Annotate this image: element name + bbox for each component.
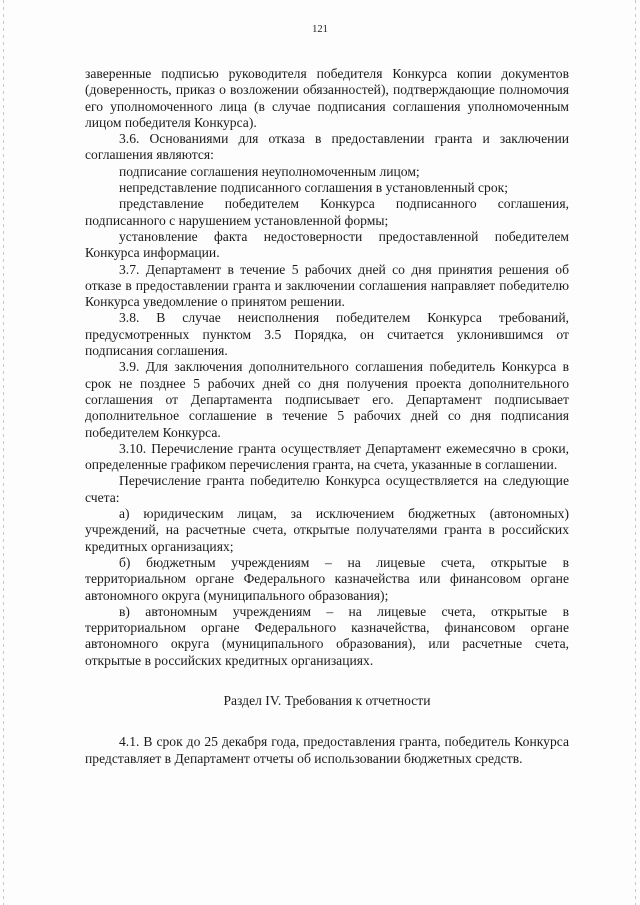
section-heading: Раздел IV. Требования к отчетности [223, 692, 431, 708]
paragraph-continuation: заверенные подписью руководителя победителя Конкурса копии документов (доверенность, приказ о возложении обязанностей), подтверждающие полномочия его уполномоченного лица (в случае подписания соглашения уполномоченным лицом победителя Конкурса). [85, 66, 569, 130]
list-item-accounts-c: в) автономным учреждениям – на лицевые счета, открытые в территориальном органе Федерального казначейства, финансовом органе автономного округа (муниципального образования), или расчетные счета, открытые в российских кредитных организациях. [85, 603, 569, 668]
list-item-ground-1: подписание соглашения неуполномоченным лицом; [119, 163, 420, 179]
paragraph-3-7: 3.7. Департамент в течение 5 рабочих дней со дня принятия решения об отказе в предоставлении гранта и заключении соглашения направляет победителю Конкурса уведомление о принятом решении. [85, 261, 569, 310]
scan-edge-left [3, 0, 4, 905]
list-item-accounts-a: а) юридическим лицам, за исключением бюджетных (автономных) учреждений, на расчетные счета, открытые получателями гранта в российских кредитных организациях; [85, 506, 569, 554]
list-item-ground-4: установление факта недостоверности предоставленной победителем Конкурса информации. [85, 228, 569, 261]
paragraph-3-8: 3.8. В случае неисполнения победителем Конкурса требований, предусмотренных пунктом 3.5 Порядка, он считается уклонившимся от подписания соглашения. [85, 310, 569, 359]
document-body [85, 66, 569, 767]
scan-edge-right [635, 0, 636, 905]
paragraph-3-6: 3.6. Основаниями для отказа в предоставлении гранта и заключении соглашения являются: [85, 131, 569, 163]
paragraph-3-10: 3.10. Перечисление гранта осуществляет Департамент ежемесячно в сроки, определенные графиком перечисления гранта, на счета, указанные в соглашении. [85, 440, 569, 473]
paragraph-3-9: 3.9. Для заключения дополнительного соглашения победитель Конкурса в срок не позднее 5 рабочих дней со дня получения проекта дополнительного соглашения от Департамента подписывает его. Департамент подписывает дополнительное соглашение в течение 5 рабочих дней со дня подписания победителем Конкурса. [85, 359, 569, 440]
paragraph-accounts-intro: Перечисление гранта победителю Конкурса осуществляется на следующие счета: [85, 473, 569, 505]
list-item-ground-3: представление победителем Конкурса подписанного соглашения, подписанного с нарушением установленной формы; [85, 196, 569, 228]
list-item-accounts-b: б) бюджетным учреждениям – на лицевые счета, открытые в территориальном органе Федерального казначейства или финансовом органе автономного округа (муниципального образования); [85, 554, 569, 603]
page-number: 121 [312, 24, 328, 35]
paragraph-4-1: 4.1. В срок до 25 декабря года, предоставления гранта, победитель Конкурса представляет в Департамент отчеты об использовании бюджетных средств. [85, 734, 569, 766]
list-item-ground-2: непредставление подписанного соглашения в установленный срок; [119, 180, 509, 196]
